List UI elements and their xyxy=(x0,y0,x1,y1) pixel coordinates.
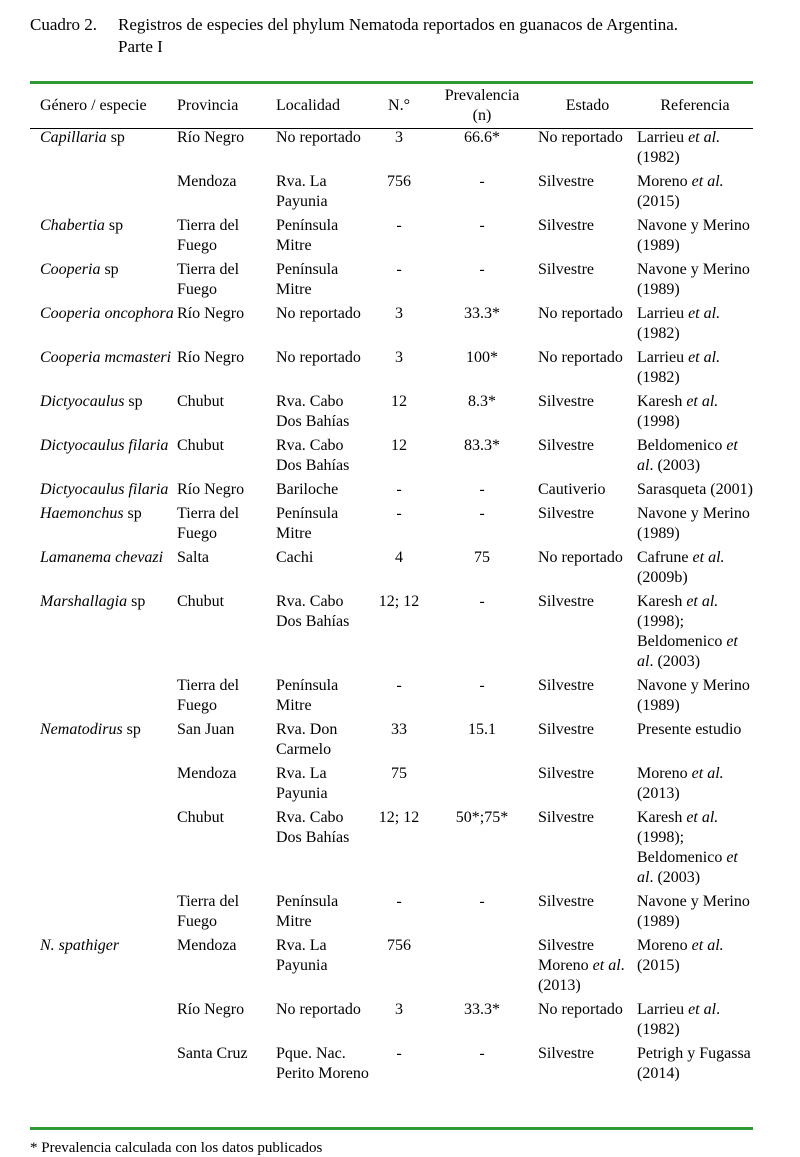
species-name: Capillaria xyxy=(40,129,107,146)
cell-estado: Silvestre xyxy=(538,809,594,826)
cell-localidad: Rva. Cabo Dos Bahías xyxy=(276,593,350,630)
cell-provincia: Río Negro xyxy=(177,305,245,322)
cell-provincia: Chubut xyxy=(177,593,225,610)
cell-estado: Silvestre xyxy=(538,261,594,278)
cell-localidad: Rva. Cabo Dos Bahías xyxy=(276,437,350,474)
cell-provincia: Mendoza xyxy=(177,937,237,954)
cell-n: 33 xyxy=(391,721,407,738)
cell-especie xyxy=(30,808,177,892)
cell-especie xyxy=(30,1000,177,1044)
species-name: Cooperia mcmasteri xyxy=(40,349,172,366)
cell-prevalencia: - xyxy=(479,1045,485,1062)
cell-provincia: San Juan xyxy=(177,721,235,738)
cell-provincia: Santa Cruz xyxy=(177,1045,248,1062)
species-suffix: sp xyxy=(127,593,146,610)
cell-prevalencia: - xyxy=(479,677,485,694)
caption-number: Cuadro 2. xyxy=(30,15,98,34)
cell-localidad: No reportado xyxy=(276,129,361,146)
table-row xyxy=(30,808,753,892)
table-caption xyxy=(30,14,770,58)
species-name: Dictyocaulus xyxy=(40,393,125,410)
cell-localidad: Península Mitre xyxy=(276,677,339,714)
species-name: N. spathiger xyxy=(40,937,120,954)
cell-referencia: Navone y Merino (1989) xyxy=(637,505,750,542)
cell-provincia: Río Negro xyxy=(177,349,245,366)
cell-estado: No reportado xyxy=(538,1001,623,1018)
cell-prevalencia: - xyxy=(479,261,485,278)
cell-prevalencia: 8.3* xyxy=(468,393,496,410)
caption-subtitle: Parte I xyxy=(118,37,163,56)
header-prevalencia: Prevalencia (n) xyxy=(444,87,520,124)
cell-prevalencia: 50*;75* xyxy=(455,809,509,826)
cell-localidad: Península Mitre xyxy=(276,893,339,930)
cell-prevalencia: 33.3* xyxy=(464,305,500,322)
cell-n: 756 xyxy=(387,173,411,190)
cell-especie xyxy=(30,216,177,260)
bottom-rule xyxy=(30,1127,753,1130)
cell-prevalencia xyxy=(426,936,538,1000)
cell-localidad: Rva. La Payunia xyxy=(276,937,328,974)
table-row xyxy=(30,436,753,480)
table-row xyxy=(30,592,753,676)
cell-especie xyxy=(30,128,177,172)
species-name: Chabertia xyxy=(40,217,105,234)
cell-estado: Silvestre xyxy=(538,1045,594,1062)
caption-title: Registros de especies del phylum Nematoda reportados en guanacos de Argentina. xyxy=(118,15,679,34)
cell-n: 75 xyxy=(391,765,407,782)
species-name: Cooperia oncophora xyxy=(40,305,174,322)
cell-especie xyxy=(30,392,177,436)
cell-estado: Silvestre xyxy=(538,393,594,410)
species-suffix: sp xyxy=(124,393,143,410)
cell-especie xyxy=(30,936,177,1000)
cell-provincia: Chubut xyxy=(177,393,225,410)
cell-provincia: Mendoza xyxy=(177,765,237,782)
cell-localidad: Península Mitre xyxy=(276,505,339,542)
species-name: Marshallagia xyxy=(40,593,128,610)
cell-estado: Silvestre xyxy=(538,437,594,454)
species-name: Nematodirus xyxy=(40,721,123,738)
species-suffix: sp xyxy=(104,217,124,234)
table-row xyxy=(30,1044,753,1088)
footnote: * Prevalencia calculada con los datos publicados xyxy=(30,1140,323,1156)
cell-especie xyxy=(30,1044,177,1088)
cell-n: 12 xyxy=(391,437,407,454)
cell-estado: Silvestre xyxy=(538,893,594,910)
cell-especie xyxy=(30,764,177,808)
cell-especie xyxy=(30,304,177,348)
cell-referencia: Larrieu et al. (1982) xyxy=(637,129,721,166)
cell-provincia: Tierra del Fuego xyxy=(177,217,240,254)
cell-n: 3 xyxy=(395,129,403,146)
cell-prevalencia: - xyxy=(479,593,485,610)
cell-estado: No reportado xyxy=(538,349,623,366)
cell-referencia: Larrieu et al. (1982) xyxy=(637,305,721,342)
cell-prevalencia: 66.6* xyxy=(464,129,500,146)
table-row xyxy=(30,348,753,392)
cell-localidad: Península Mitre xyxy=(276,217,339,254)
species-suffix: sp xyxy=(122,721,141,738)
cell-referencia: Larrieu et al. (1982) xyxy=(637,1001,721,1038)
species-name: Lamanema chevazi xyxy=(40,549,164,566)
cell-referencia: Moreno et al. (2015) xyxy=(637,173,724,210)
cell-n: - xyxy=(396,261,402,278)
cell-n: 3 xyxy=(395,1001,403,1018)
cell-localidad: No reportado xyxy=(276,349,361,366)
cell-localidad: Península Mitre xyxy=(276,261,339,298)
cell-estado: Silvestre xyxy=(538,505,594,522)
cell-n: - xyxy=(396,893,402,910)
cell-estado: Silvestre xyxy=(538,593,594,610)
cell-especie xyxy=(30,436,177,480)
cell-estado: Silvestre xyxy=(538,217,594,234)
header-genero: Género / especie xyxy=(40,97,147,114)
cell-estado: Silvestre xyxy=(538,765,594,782)
cell-prevalencia: - xyxy=(479,217,485,234)
cell-prevalencia: 15.1 xyxy=(468,721,496,738)
header-estado: Estado xyxy=(565,97,610,114)
species-name: Dictyocaulus filaria xyxy=(40,437,169,454)
cell-referencia: Karesh et al. (1998); Beldomenico et al. (2003) xyxy=(637,593,738,670)
cell-prevalencia: - xyxy=(479,173,485,190)
cell-referencia: Navone y Merino (1989) xyxy=(637,677,750,714)
cell-localidad: No reportado xyxy=(276,305,361,322)
cell-n: 3 xyxy=(395,305,403,322)
header-referencia: Referencia xyxy=(660,97,730,114)
cell-estado: Silvestre xyxy=(538,721,594,738)
cell-prevalencia: 33.3* xyxy=(464,1001,500,1018)
cell-provincia: Salta xyxy=(177,549,209,566)
cell-especie xyxy=(30,892,177,936)
table-row xyxy=(30,260,753,304)
cell-especie xyxy=(30,592,177,676)
cell-especie xyxy=(30,676,177,720)
cell-especie xyxy=(30,720,177,764)
cell-provincia: Tierra del Fuego xyxy=(177,677,240,714)
cell-n: 12; 12 xyxy=(378,809,420,826)
cell-localidad: Rva. Don Carmelo xyxy=(276,721,338,758)
cell-prevalencia: 75 xyxy=(474,549,490,566)
table-row xyxy=(30,720,753,764)
cell-provincia: Río Negro xyxy=(177,481,245,498)
nematoda-table xyxy=(30,84,753,1088)
cell-n: - xyxy=(396,1045,402,1062)
cell-n: 12; 12 xyxy=(378,593,420,610)
cell-n: - xyxy=(396,481,402,498)
cell-referencia: Navone y Merino (1989) xyxy=(637,217,750,254)
table-row xyxy=(30,504,753,548)
table-row xyxy=(30,392,753,436)
cell-estado: Silvestre Moreno et al. (2013) xyxy=(538,937,625,994)
cell-localidad: Rva. La Payunia xyxy=(276,173,328,210)
cell-especie xyxy=(30,504,177,548)
cell-localidad: Rva. Cabo Dos Bahías xyxy=(276,809,350,846)
cell-prevalencia: 83.3* xyxy=(464,437,500,454)
cell-prevalencia xyxy=(426,764,538,808)
table-row xyxy=(30,764,753,808)
cell-estado: Silvestre xyxy=(538,677,594,694)
cell-provincia: Chubut xyxy=(177,437,225,454)
species-name: Haemonchus xyxy=(40,505,124,522)
cell-provincia: Mendoza xyxy=(177,173,237,190)
cell-localidad: Rva. Cabo Dos Bahías xyxy=(276,393,350,430)
table-row xyxy=(30,304,753,348)
cell-especie xyxy=(30,548,177,592)
cell-estado: No reportado xyxy=(538,549,623,566)
cell-provincia: Río Negro xyxy=(177,129,245,146)
cell-referencia: Presente estudio xyxy=(637,721,742,738)
cell-referencia: Moreno et al. (2013) xyxy=(637,765,724,802)
cell-referencia: Karesh et al. (1998); Beldomenico et al. (2003) xyxy=(637,809,738,886)
table-row xyxy=(30,548,753,592)
table-row xyxy=(30,480,753,504)
species-suffix: sp xyxy=(123,505,142,522)
cell-referencia: Moreno et al. (2015) xyxy=(637,937,724,974)
header-row xyxy=(30,84,753,128)
cell-referencia: Cafrune et al. (2009b) xyxy=(637,549,725,586)
cell-estado: No reportado xyxy=(538,305,623,322)
species-name: Cooperia xyxy=(40,261,101,278)
cell-prevalencia: - xyxy=(479,481,485,498)
cell-n: - xyxy=(396,217,402,234)
header-provincia: Provincia xyxy=(177,97,239,114)
species-suffix: sp xyxy=(100,261,119,278)
cell-localidad: Rva. La Payunia xyxy=(276,765,328,802)
cell-provincia: Río Negro xyxy=(177,1001,245,1018)
table-row xyxy=(30,676,753,720)
cell-provincia: Chubut xyxy=(177,809,225,826)
table-body xyxy=(30,128,753,1088)
table-row xyxy=(30,128,753,172)
cell-n: - xyxy=(396,505,402,522)
cell-provincia: Tierra del Fuego xyxy=(177,505,240,542)
cell-estado: Silvestre xyxy=(538,173,594,190)
cell-especie xyxy=(30,480,177,504)
cell-referencia: Sarasqueta (2001) xyxy=(637,481,753,498)
cell-especie xyxy=(30,172,177,216)
cell-referencia: Beldomenico et al. (2003) xyxy=(637,437,738,474)
cell-localidad: Cachi xyxy=(276,549,314,566)
cell-prevalencia: - xyxy=(479,893,485,910)
table-row xyxy=(30,216,753,260)
cell-n: 756 xyxy=(387,937,411,954)
species-name: Dictyocaulus filaria xyxy=(40,481,169,498)
cell-referencia: Larrieu et al. (1982) xyxy=(637,349,721,386)
cell-referencia: Navone y Merino (1989) xyxy=(637,893,750,930)
cell-localidad: Pque. Nac. Perito Moreno xyxy=(276,1045,369,1082)
table-row xyxy=(30,172,753,216)
cell-referencia: Navone y Merino (1989) xyxy=(637,261,750,298)
cell-referencia: Karesh et al. (1998) xyxy=(637,393,719,430)
cell-n: 3 xyxy=(395,349,403,366)
cell-referencia: Petrigh y Fugassa (2014) xyxy=(637,1045,751,1082)
header-n: N.° xyxy=(388,97,410,114)
cell-estado: No reportado xyxy=(538,129,623,146)
table-row xyxy=(30,892,753,936)
table-row xyxy=(30,1000,753,1044)
header-localidad: Localidad xyxy=(276,97,340,114)
cell-n: 4 xyxy=(395,549,403,566)
table-row xyxy=(30,936,753,1000)
cell-provincia: Tierra del Fuego xyxy=(177,893,240,930)
cell-n: 12 xyxy=(391,393,407,410)
cell-especie xyxy=(30,260,177,304)
cell-especie xyxy=(30,348,177,392)
cell-prevalencia: 100* xyxy=(466,349,498,366)
cell-prevalencia: - xyxy=(479,505,485,522)
cell-n: - xyxy=(396,677,402,694)
cell-provincia: Tierra del Fuego xyxy=(177,261,240,298)
cell-localidad: Bariloche xyxy=(276,481,339,498)
species-suffix: sp xyxy=(106,129,125,146)
cell-estado: Cautiverio xyxy=(538,481,606,498)
cell-localidad: No reportado xyxy=(276,1001,361,1018)
